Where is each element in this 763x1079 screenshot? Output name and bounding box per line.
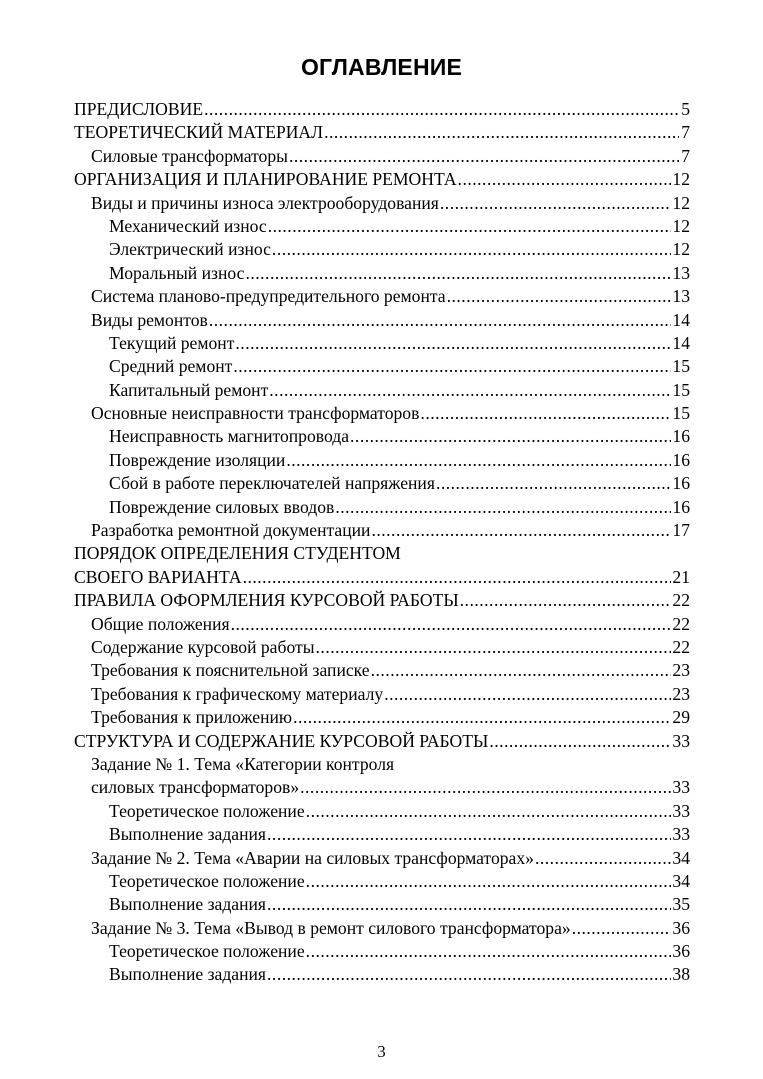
toc-entry-label: ПОРЯДОК ОПРЕДЕЛЕНИЯ СТУДЕНТОМ bbox=[74, 543, 401, 564]
toc-entry bbox=[74, 192, 690, 215]
toc-entry-page: 22 bbox=[672, 613, 690, 634]
toc-dot-leader bbox=[324, 121, 679, 144]
toc-entry bbox=[74, 238, 690, 261]
toc-entry-page: 5 bbox=[681, 99, 690, 119]
toc-dot-leader bbox=[300, 776, 671, 799]
toc-entry-page: 15 bbox=[672, 403, 690, 424]
toc-entry-page: 34 bbox=[672, 870, 690, 891]
toc-dot-leader bbox=[384, 683, 671, 706]
toc-entry-label: Средний ремонт bbox=[109, 356, 233, 377]
toc-dot-leader bbox=[306, 940, 672, 963]
toc-entry bbox=[74, 542, 690, 565]
toc-entry bbox=[74, 285, 690, 308]
toc-dot-leader bbox=[420, 402, 671, 425]
toc-entry bbox=[74, 753, 690, 776]
toc-dot-leader bbox=[371, 659, 672, 682]
toc-entry bbox=[74, 917, 690, 940]
toc-entry-page: 14 bbox=[672, 309, 690, 330]
toc-entry bbox=[74, 519, 690, 542]
toc-dot-leader bbox=[447, 285, 672, 308]
toc-entry bbox=[74, 215, 690, 238]
toc-dot-leader bbox=[335, 496, 671, 519]
toc-entry-page: 38 bbox=[672, 964, 690, 985]
toc-entry bbox=[74, 496, 690, 519]
toc-entry bbox=[74, 566, 690, 589]
toc-dot-leader bbox=[231, 613, 672, 636]
toc-entry-label: Выполнение задания bbox=[109, 964, 267, 985]
toc-entry-page: 36 bbox=[672, 917, 690, 938]
toc-dot-leader bbox=[371, 519, 671, 542]
toc-dot-leader bbox=[316, 636, 672, 659]
toc-entry-page: 12 bbox=[672, 215, 690, 236]
page-number: 3 bbox=[377, 1042, 386, 1061]
toc-entry bbox=[74, 121, 690, 144]
table-of-contents bbox=[74, 98, 690, 987]
toc-entry-page: 23 bbox=[672, 683, 690, 704]
toc-entry-page: 21 bbox=[672, 566, 690, 587]
toc-entry-page: 36 bbox=[672, 941, 690, 962]
toc-entry bbox=[74, 472, 690, 495]
toc-entry-label: Силовые трансформаторы bbox=[91, 145, 288, 166]
toc-entry-label: ОРГАНИЗАЦИЯ И ПЛАНИРОВАНИЕ РЕМОНТА bbox=[74, 169, 457, 190]
toc-entry bbox=[74, 800, 690, 823]
toc-entry-label: Требования к приложению bbox=[91, 707, 293, 728]
toc-entry bbox=[74, 730, 690, 753]
toc-entry-label: Выполнение задания bbox=[109, 824, 267, 845]
toc-dot-leader bbox=[535, 847, 671, 870]
toc-entry-page: 23 bbox=[672, 660, 690, 681]
toc-entry-page: 7 bbox=[681, 145, 690, 166]
toc-entry-page: 14 bbox=[672, 332, 690, 353]
toc-entry-page: 29 bbox=[672, 707, 690, 728]
toc-dot-leader bbox=[460, 589, 672, 612]
toc-dot-leader bbox=[572, 917, 672, 940]
toc-entry-label: ТЕОРЕТИЧЕСКИЙ МАТЕРИАЛ bbox=[74, 122, 324, 143]
toc-entry-page: 12 bbox=[672, 169, 690, 190]
toc-dot-leader bbox=[235, 332, 671, 355]
toc-entry-label: ПРАВИЛА ОФОРМЛЕНИЯ КУРСОВОЙ РАБОТЫ bbox=[74, 590, 459, 611]
toc-entry-label: Теоретическое положение bbox=[109, 870, 305, 891]
toc-entry bbox=[74, 823, 690, 846]
toc-dot-leader bbox=[267, 823, 671, 846]
toc-entry bbox=[74, 145, 690, 168]
toc-entry-label: Задание № 3. Тема «Вывод в ремонт силового трансформатора» bbox=[91, 917, 571, 938]
toc-entry-page: 33 bbox=[672, 730, 690, 751]
toc-dot-leader bbox=[272, 238, 671, 261]
toc-entry bbox=[74, 893, 690, 916]
toc-entry-label: Сбой в работе переключателей напряжения bbox=[109, 473, 435, 494]
toc-dot-leader bbox=[440, 192, 672, 215]
toc-entry bbox=[74, 659, 690, 682]
toc-entry bbox=[74, 613, 690, 636]
toc-dot-leader bbox=[269, 379, 671, 402]
toc-entry bbox=[74, 870, 690, 893]
toc-entry-page: 34 bbox=[672, 847, 690, 868]
toc-entry-label: Виды и причины износа электрооборудования bbox=[91, 192, 439, 213]
toc-dot-leader bbox=[204, 98, 679, 121]
toc-entry-page: 16 bbox=[672, 496, 690, 517]
toc-entry-label: Теоретическое положение bbox=[109, 800, 305, 821]
toc-entry-page: 33 bbox=[672, 824, 690, 845]
toc-entry-label: Моральный износ bbox=[109, 262, 245, 283]
toc-entry-page: 17 bbox=[672, 520, 690, 541]
toc-entry bbox=[74, 332, 690, 355]
toc-dot-leader bbox=[245, 262, 671, 285]
toc-dot-leader bbox=[458, 168, 672, 191]
toc-entry-label: Капитальный ремонт bbox=[109, 379, 269, 400]
toc-entry-page: 12 bbox=[672, 192, 690, 213]
toc-entry-page: 7 bbox=[681, 122, 690, 143]
toc-entry bbox=[74, 636, 690, 659]
toc-entry-label: силовых трансформаторов» bbox=[91, 777, 300, 798]
toc-entry-page: 16 bbox=[672, 473, 690, 494]
toc-entry-page: 22 bbox=[672, 636, 690, 657]
toc-dot-leader bbox=[306, 870, 672, 893]
toc-entry bbox=[74, 706, 690, 729]
toc-entry-label: Задание № 2. Тема «Аварии на силовых трансформаторах» bbox=[91, 847, 534, 868]
toc-entry-label: Требования к пояснительной записке bbox=[91, 660, 370, 681]
toc-dot-leader bbox=[289, 145, 679, 168]
toc-entry-label: ПРЕДИСЛОВИЕ bbox=[74, 99, 204, 119]
toc-dot-leader bbox=[267, 893, 671, 916]
toc-entry-page: 35 bbox=[672, 894, 690, 915]
toc-entry bbox=[74, 776, 690, 799]
toc-dot-leader bbox=[489, 730, 671, 753]
toc-entry-label: Повреждение силовых вводов bbox=[109, 496, 335, 517]
toc-entry-label: Повреждение изоляции bbox=[109, 449, 286, 470]
toc-entry bbox=[74, 402, 690, 425]
toc-entry bbox=[74, 379, 690, 402]
toc-entry-page: 12 bbox=[672, 239, 690, 260]
toc-entry-label: Разработка ремонтной документации bbox=[91, 520, 371, 541]
toc-dot-leader bbox=[209, 309, 672, 332]
toc-entry-label: Задание № 1. Тема «Категории контроля bbox=[91, 753, 395, 774]
toc-entry bbox=[74, 940, 690, 963]
toc-entry-page: 16 bbox=[672, 426, 690, 447]
toc-dot-leader bbox=[293, 706, 671, 729]
toc-entry-label: Содержание курсовой работы bbox=[91, 636, 315, 657]
page-title: ОГЛАВЛЕНИЕ bbox=[300, 54, 463, 80]
toc-entry-page: 22 bbox=[672, 590, 690, 611]
toc-entry-page: 16 bbox=[672, 449, 690, 470]
toc-entry bbox=[74, 589, 690, 612]
toc-entry-label: Теоретическое положение bbox=[109, 941, 305, 962]
toc-entry-page: 33 bbox=[672, 800, 690, 821]
toc-entry bbox=[74, 963, 690, 986]
toc-entry-page: 15 bbox=[672, 356, 690, 377]
toc-entry-label: Механический износ bbox=[109, 215, 267, 236]
toc-dot-leader bbox=[436, 472, 671, 495]
toc-dot-leader bbox=[350, 425, 671, 448]
toc-dot-leader bbox=[243, 566, 672, 589]
toc-entry-label: Требования к графическому материалу bbox=[91, 683, 384, 704]
toc-entry bbox=[74, 355, 690, 378]
toc-entry-label: Неисправность магнитопровода bbox=[109, 426, 350, 447]
toc-entry bbox=[74, 847, 690, 870]
toc-entry-label: Система планово-предупредительного ремонта bbox=[91, 286, 446, 307]
toc-entry bbox=[74, 309, 690, 332]
toc-entry-label: Текущий ремонт bbox=[109, 332, 235, 353]
toc-entry bbox=[74, 449, 690, 472]
toc-entry-label: СТРУКТУРА И СОДЕРЖАНИЕ КУРСОВОЙ РАБОТЫ bbox=[74, 730, 489, 751]
toc-dot-leader bbox=[233, 355, 671, 378]
toc-entry-label: СВОЕГО ВАРИАНТА bbox=[74, 566, 242, 587]
toc-entry bbox=[74, 98, 690, 121]
toc-entry-label: Виды ремонтов bbox=[91, 309, 208, 330]
toc-entry-page: 15 bbox=[672, 379, 690, 400]
toc-dot-leader bbox=[267, 963, 671, 986]
toc-dot-leader bbox=[286, 449, 671, 472]
toc-entry-page: 33 bbox=[672, 777, 690, 798]
toc-entry bbox=[74, 683, 690, 706]
toc-entry-label: Выполнение задания bbox=[109, 894, 267, 915]
toc-dot-leader bbox=[306, 800, 672, 823]
toc-entry-page: 13 bbox=[672, 286, 690, 307]
toc-entry bbox=[74, 168, 690, 191]
toc-entry bbox=[74, 425, 690, 448]
toc-entry-label: Общие положения bbox=[91, 613, 230, 634]
toc-entry bbox=[74, 262, 690, 285]
toc-entry-label: Электрический износ bbox=[109, 239, 271, 260]
toc-entry-page: 13 bbox=[672, 262, 690, 283]
toc-entry-label: Основные неисправности трансформаторов bbox=[91, 403, 420, 424]
toc-dot-leader bbox=[268, 215, 672, 238]
